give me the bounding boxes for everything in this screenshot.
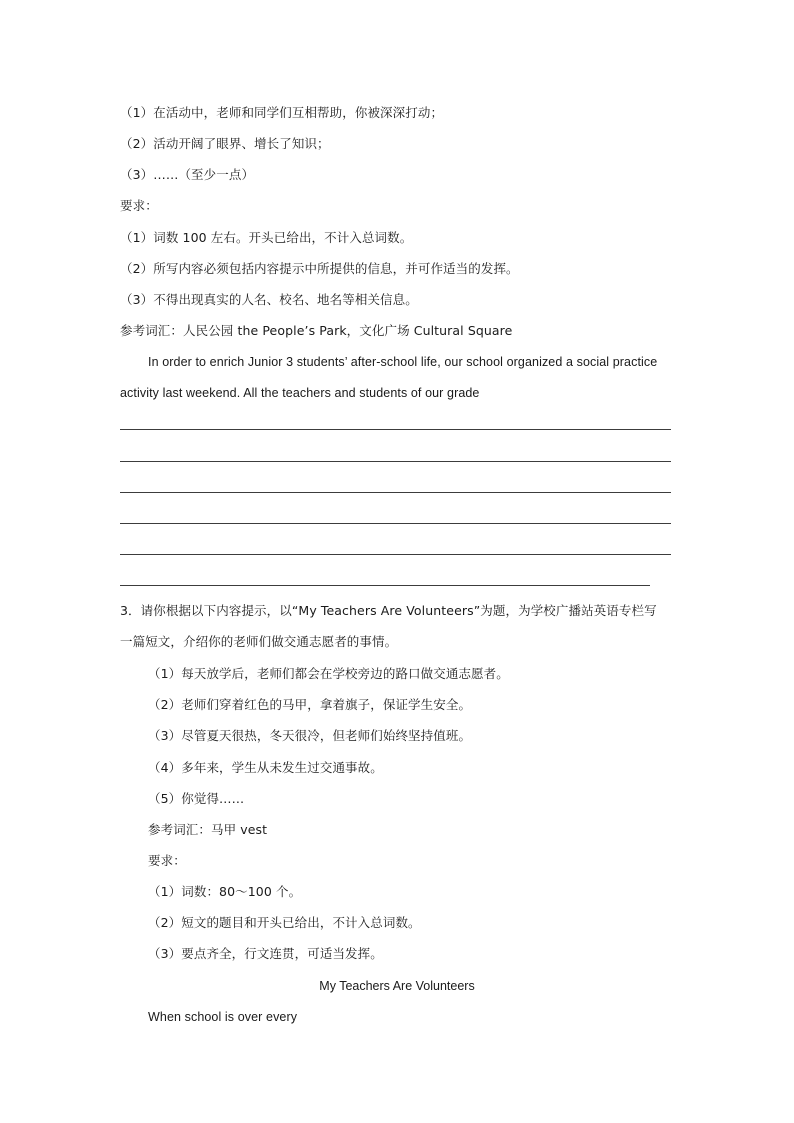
task2-opening-line-1: In order to enrich Junior 3 students’ after-school life, our school organized a social practice [148, 355, 658, 369]
task3-prompt-line-2: 一篇短文，介绍你的老师们做交通志愿者的事情。 [120, 634, 398, 649]
task2-requirement-2: （2）所写内容必须包括内容提示中所提供的信息，并可作适当的发挥。 [120, 261, 519, 276]
task3-point-4: （4）多年来，学生从未发生过交通事故。 [148, 760, 383, 775]
task3-point-2: （2）老师们穿着红色的马甲，拿着旗子，保证学生安全。 [148, 697, 472, 712]
task3-point-1: （1）每天放学后，老师们都会在学校旁边的路口做交通志愿者。 [148, 666, 509, 681]
task2-point-3: （3）……（至少一点） [120, 167, 255, 182]
task2-opening-line-2: activity last weekend. All the teachers and students of our grade [120, 386, 480, 400]
task2-point-1: （1）在活动中，老师和同学们互相帮助，你被深深打动； [120, 105, 444, 120]
task3-point-3: （3）尽管夏天很热，冬天很冷，但老师们始终坚持值班。 [148, 728, 472, 743]
task2-requirement-1: （1）词数 100 左右。开头已给出，不计入总词数。 [120, 230, 413, 245]
task2-point-2: （2）活动开阔了眼界、增长了知识； [120, 136, 330, 151]
writing-line [120, 429, 671, 430]
task3-requirement-1: （1）词数：80～100 个。 [148, 884, 302, 899]
task2-vocabulary: 参考词汇：人民公园 the People’s Park，文化广场 Cultural Square [120, 323, 513, 338]
task3-requirements-title: 要求： [148, 853, 186, 868]
writing-line [120, 585, 650, 586]
task2-requirements-title: 要求： [120, 198, 158, 213]
task3-prompt-line-1: 3．请你根据以下内容提示，以“My Teachers Are Volunteers”为题，为学校广播站英语专栏写 [120, 603, 657, 618]
writing-line [120, 492, 671, 493]
task3-point-5: （5）你觉得…… [148, 791, 245, 806]
writing-line [120, 554, 671, 555]
essay-opening: When school is over every [148, 1010, 298, 1024]
essay-title: My Teachers Are Volunteers [319, 979, 475, 993]
task3-requirement-2: （2）短文的题目和开头已给出，不计入总词数。 [148, 915, 421, 930]
task3-requirement-3: （3）要点齐全，行文连贯，可适当发挥。 [148, 946, 383, 961]
writing-line [120, 461, 671, 462]
task3-vocabulary: 参考词汇：马甲 vest [148, 822, 268, 837]
writing-line [120, 523, 671, 524]
task2-requirement-3: （3）不得出现真实的人名、校名、地名等相关信息。 [120, 292, 418, 307]
